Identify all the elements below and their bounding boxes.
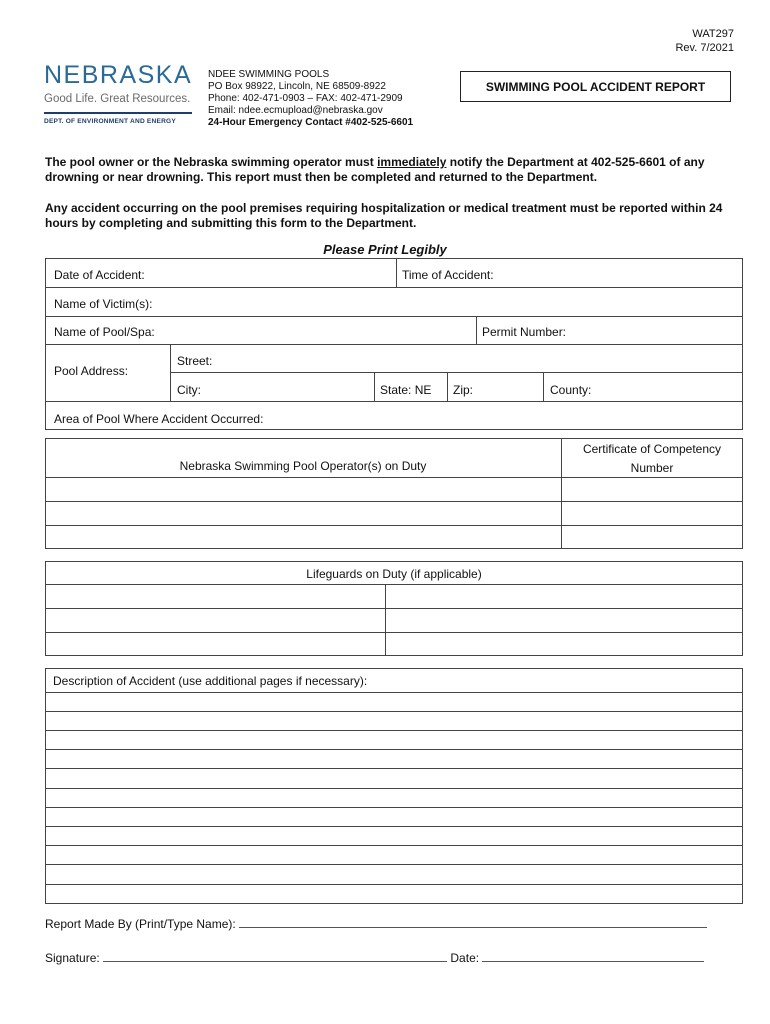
- org-email: Email: ndee.ecmupload@nebraska.gov: [208, 105, 383, 116]
- description-line: [45, 788, 743, 789]
- grid-divider: [543, 372, 544, 401]
- notice-paragraph-1: [45, 155, 725, 185]
- notice-paragraph-2: Any accident occurring on the pool premises requiring hospitalization or medical treatment must be reported within 24 hours by completing and submitting this form to the Department.: [45, 201, 723, 230]
- date-label: Date:: [450, 951, 480, 965]
- city-field[interactable]: City:: [177, 383, 201, 397]
- report-made-by-label: Report Made By (Print/Type Name):: [45, 917, 236, 931]
- report-made-by-input[interactable]: [239, 916, 707, 928]
- date-input[interactable]: [482, 950, 704, 962]
- description-line: [45, 692, 743, 693]
- accident-area-field[interactable]: Area of Pool Where Accident Occurred:: [54, 412, 264, 426]
- form-title: SWIMMING POOL ACCIDENT REPORT: [460, 71, 731, 102]
- lifeguards-header: Lifeguards on Duty (if applicable): [306, 567, 482, 581]
- description-line: [45, 845, 743, 846]
- description-line: [45, 807, 743, 808]
- signature-label: Signature:: [45, 951, 100, 965]
- print-legibly-heading: Please Print Legibly: [323, 242, 447, 257]
- pool-name-field[interactable]: Name of Pool/Spa:: [54, 325, 155, 339]
- operator-name-input-3[interactable]: [46, 526, 561, 548]
- description-table[interactable]: [45, 668, 743, 904]
- form-id-block: [675, 27, 734, 55]
- permit-number-field[interactable]: Permit Number:: [482, 325, 567, 339]
- logo-tagline: Good Life. Great Resources.: [44, 93, 191, 105]
- org-contact-block: [208, 69, 413, 129]
- lifeguard-input-6[interactable]: [386, 633, 742, 655]
- org-address: PO Box 98922, Lincoln, NE 68509-8922: [208, 81, 386, 92]
- logo-dept: DEPT. OF ENVIRONMENT AND ENERGY: [44, 118, 176, 125]
- grid-divider: [45, 287, 743, 288]
- operators-header: Nebraska Swimming Pool Operator(s) on Duty: [179, 459, 427, 473]
- victim-name-field[interactable]: Name of Victim(s):: [54, 297, 153, 311]
- operator-name-input-1[interactable]: [46, 478, 561, 501]
- certificate-header-line2: Number: [630, 461, 674, 475]
- lifeguard-input-2[interactable]: [386, 585, 742, 608]
- lifeguard-input-1[interactable]: [46, 585, 385, 608]
- org-emergency: 24-Hour Emergency Contact #402-525-6601: [208, 117, 414, 128]
- operator-name-input-2[interactable]: [46, 502, 561, 525]
- description-line: [45, 826, 743, 827]
- grid-divider: [374, 372, 375, 401]
- grid-divider: [170, 344, 171, 401]
- grid-divider: [170, 372, 743, 373]
- logo-wordmark: NEBRASKA: [44, 61, 193, 89]
- certificate-header: [561, 440, 743, 478]
- grid-divider: [447, 372, 448, 401]
- pool-address-label: Pool Address:: [54, 364, 129, 378]
- grid-divider: [476, 316, 477, 344]
- time-of-accident-field[interactable]: Time of Accident:: [402, 268, 494, 282]
- certificate-number-input-3[interactable]: [562, 526, 742, 548]
- description-line: [45, 749, 743, 750]
- description-line: [45, 864, 743, 865]
- description-line: [45, 884, 743, 885]
- date-of-accident-field[interactable]: Date of Accident:: [54, 268, 145, 282]
- signature-row: [45, 950, 704, 965]
- lifeguard-input-4[interactable]: [386, 609, 742, 632]
- certificate-number-input-2[interactable]: [562, 502, 742, 525]
- form-id: WAT297: [692, 28, 734, 40]
- description-line: [45, 730, 743, 731]
- notice-1-emphasis: immediately: [377, 155, 447, 169]
- lifeguard-input-5[interactable]: [46, 633, 385, 655]
- description-line: [45, 711, 743, 712]
- org-name: NDEE SWIMMING POOLS: [208, 69, 330, 80]
- grid-divider: [396, 258, 397, 287]
- notice-1-post: notify the Department at 402-525-6601 of any drowning or near drowning. This report must then be completed and returned to the Department.: [45, 155, 705, 184]
- signature-input[interactable]: [103, 950, 447, 962]
- description-line: [45, 768, 743, 769]
- state-field[interactable]: State: NE: [380, 383, 432, 397]
- form-revision: Rev. 7/2021: [675, 42, 734, 54]
- report-made-by-row: [45, 916, 707, 931]
- description-header: Description of Accident (use additional pages if necessary):: [53, 674, 368, 688]
- grid-divider: [45, 344, 743, 345]
- zip-field[interactable]: Zip:: [453, 383, 474, 397]
- grid-divider: [45, 316, 743, 317]
- certificate-number-input-1[interactable]: [562, 478, 742, 501]
- county-field[interactable]: County:: [550, 383, 592, 397]
- lifeguard-input-3[interactable]: [46, 609, 385, 632]
- street-field[interactable]: Street:: [177, 354, 213, 368]
- ndee-logo: [44, 62, 194, 125]
- certificate-header-line1: Certificate of Competency: [582, 442, 722, 456]
- notice-1-pre: The pool owner or the Nebraska swimming operator must: [45, 155, 378, 169]
- grid-divider: [45, 401, 743, 402]
- logo-divider: [44, 112, 192, 114]
- org-phone: Phone: 402-471-0903 – FAX: 402-471-2909: [208, 93, 403, 104]
